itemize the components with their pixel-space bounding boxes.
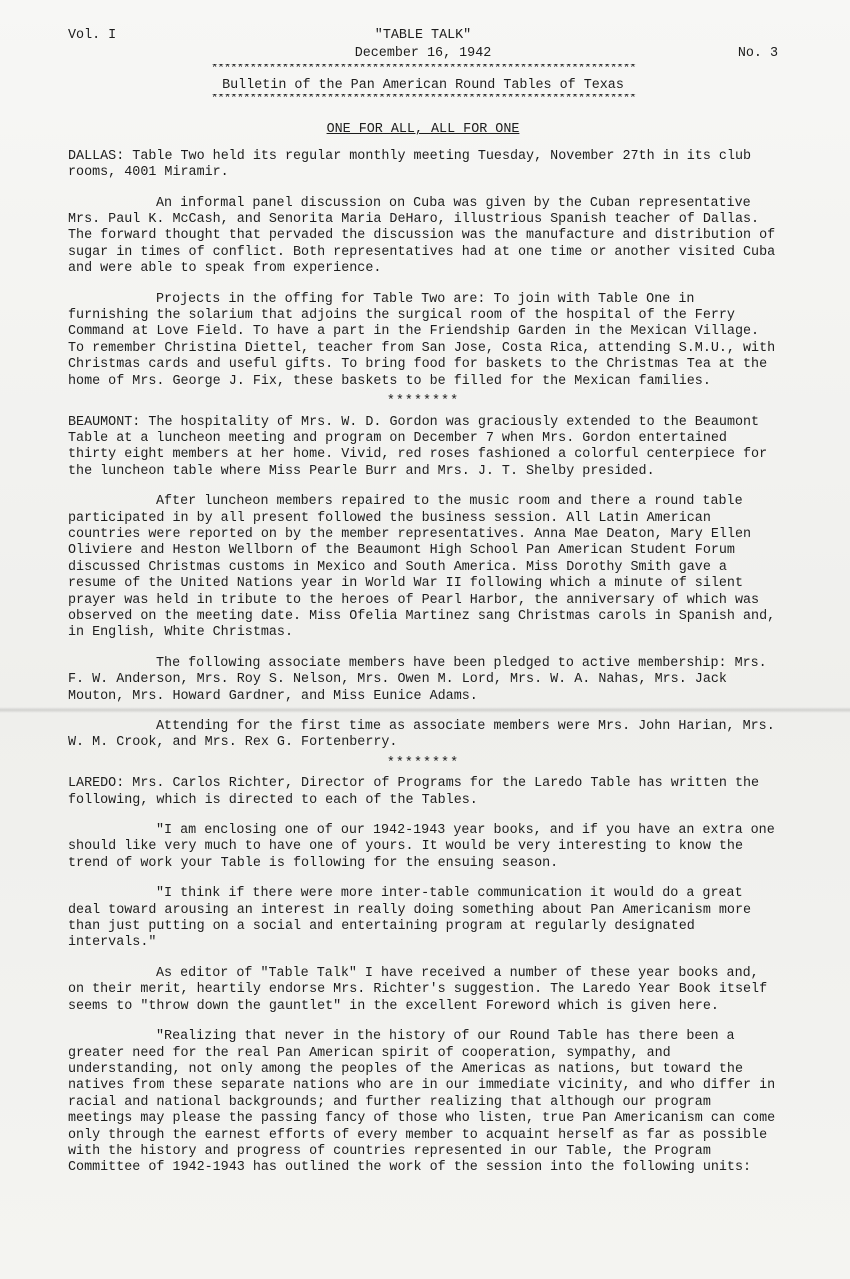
beaumont-text-1: The hospitality of Mrs. W. D. Gordon was graciously extended to the Beaumont Table at a luncheon meeting and program on December 7 when Mrs. Gordon entertained thirty eight members at her home. Vivid, red roses fashioned a colorful centerpiece for the luncheon table where Miss Pearle Burr and Mrs. J. T. Shelby presided. (68, 414, 768, 479)
star-divider-bottom: ****************************************************************** (210, 94, 636, 108)
laredo-quote-3: "Realizing that never in the history of our Round Table has there been a greater need for the real Pan American spirit of cooperation, sympathy, and understanding, not only among the peoples of the Americas as nations, but toward the natives from these separate nations who are in our immediate vicinity, and who differ in racial and national backgrounds; and further realizing that although our program meetings may please the passing fancy of those who listen, true Pan Americanism can come only through the earnest efforts of every member to acquaint herself as far as possible with the history and progress of countries represented in our Table, the Program Committee of 1942-1943 has outlined the work of the session into the following units: (68, 1029, 776, 1176)
volume-label: Vol. I (68, 28, 117, 43)
dallas-paragraph-2: An informal panel discussion on Cuba was given by the Cuban representative Mrs. Paul K. McCash, and Senorita Maria DeHaro, illustrious Spanish teacher of Dallas. The forward thought that pervaded the discussion was the manufacture and distribution of sugar in times of conflict. Both representatives had at one time or another visited Cuba and were able to speak from experience. (68, 195, 776, 277)
laredo-paragraph-1 (68, 776, 778, 809)
laredo-label: LAREDO: (68, 776, 125, 792)
laredo-paragraph-2: As editor of "Table Talk" I have received a number of these year books and, on their merit, heartily endorse Mrs. Richter's suggestion. The Laredo Year Book itself seems to "throw down the gauntlet" in the excellent Foreword which is given here. (68, 965, 768, 1014)
beaumont-label: BEAUMONT: (68, 414, 141, 430)
laredo-quote-2: "I think if there were more inter-table communication it would do a great deal toward arousing an interest in really doing something about Pan Americanism more than just putting on a social and entertaining program at regularly designated intervals." (68, 886, 752, 951)
beaumont-paragraph-4: Attending for the first time as associate members were Mrs. John Harian, Mrs. W. M. Crook, and Mrs. Rex G. Fortenberry. (68, 719, 775, 751)
bulletin-subtitle: Bulletin of the Pan American Round Tables of Texas (222, 78, 624, 93)
beaumont-paragraph-1 (68, 415, 778, 481)
date-row (68, 46, 778, 64)
slogan: ONE FOR ALL, ALL FOR ONE (326, 122, 520, 138)
bulletin-body (68, 28, 778, 1191)
masthead-row (68, 28, 778, 46)
section-separator: ******** (386, 394, 460, 410)
dallas-text-1: Table Two held its regular monthly meeting Tuesday, November 27th in its club rooms, 4001 Miramir. (68, 148, 752, 181)
beaumont-paragraph-2: After luncheon members repaired to the music room and there a round table participated in by all present followed the business session. All Latin American countries were reported on by the member representatives. Anna Mae Deaton, Mary Ellen Oliviere and Heston Wellborn of the Beaumont High School Pan American Student Forum discussed Christmas customs in Mexico and South America. Miss Dorothy Smith gave a resume of the United Nations year in World War II following which a minute of silent prayer was held in tribute to the heroes of Pearl Harbor, the anniversary of which was observed on the meeting date. Miss Ofelia Martinez sang Christmas carols in Spanish and, in English, White Christmas. (68, 494, 776, 641)
issue-date: December 16, 1942 (354, 46, 492, 61)
dallas-label: DALLAS: (68, 148, 125, 164)
section-separator: ******** (386, 755, 460, 771)
laredo-text-1: Mrs. Carlos Richter, Director of Programs for the Laredo Table has written the following, which is directed to each of the Tables. (68, 776, 760, 808)
issue-number: No. 3 (737, 46, 778, 61)
masthead-title: "TABLE TALK" (374, 28, 472, 43)
dallas-paragraph-1 (68, 149, 778, 182)
laredo-quote-1: "I am enclosing one of our 1942-1943 year books, and if you have an extra one should like very much to have one of yours. It would be very interesting to know the trend of work your Table is following for the ensuing season. (68, 823, 775, 871)
beaumont-paragraph-3: The following associate members have been pledged to active membership: Mrs. F. W. Anderson, Mrs. Roy S. Nelson, Mrs. Owen M. Lord, Mrs. W. A. Nahas, Mrs. Jack Mouton, Mrs. Howard Gardner, and Miss Eunice Adams. (68, 655, 767, 704)
dallas-paragraph-3: Projects in the offing for Table Two are: To join with Table One in furnishing the solarium that adjoins the surgical room of the hospital of the Ferry Command at Love Field. To have a part in the Friendship Garden in the Mexican Village. To remember Christina Diettel, teacher from San Jose, Costa Rica, attending S.M.U., with Christmas cards and useful gifts. To bring food for baskets to the Christmas Tea at the home of Mrs. George J. Fix, these baskets to be filled for the Mexican families. (68, 291, 776, 389)
star-divider-top: ****************************************************************** (210, 64, 636, 77)
